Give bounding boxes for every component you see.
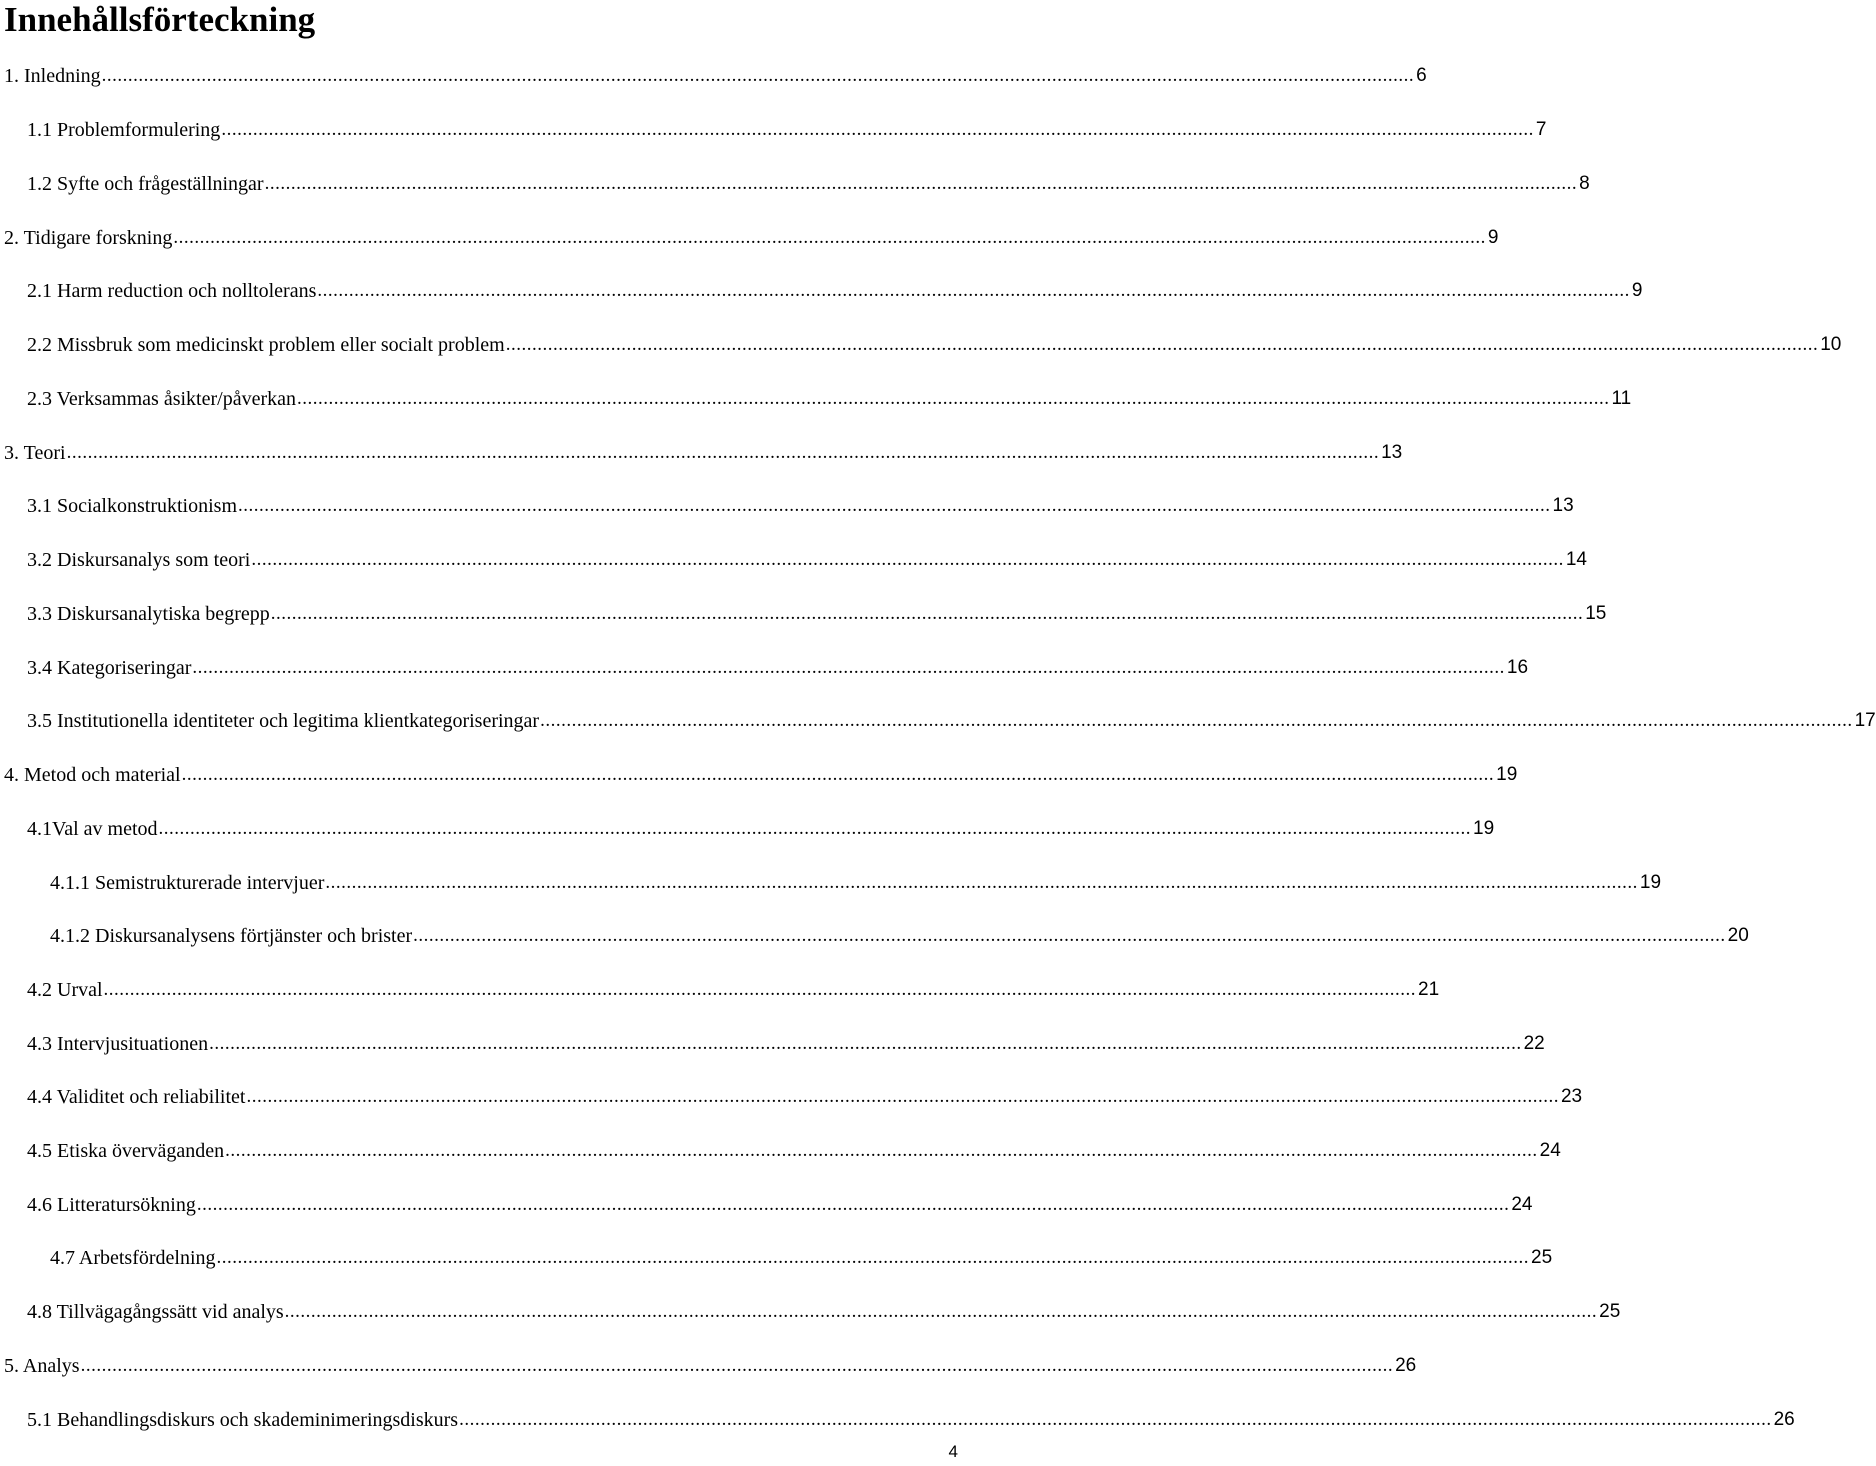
toc-page-number: 24: [1539, 1140, 1561, 1161]
toc-entry[interactable]: [27, 112, 1547, 142]
toc-entry[interactable]: [27, 1133, 1561, 1163]
toc-entry-label: 5. Analys: [4, 1355, 80, 1377]
toc-page-number: 13: [1552, 495, 1574, 516]
toc-entry-label: 4. Metod och material: [4, 764, 181, 786]
toc-page-number: 11: [1611, 388, 1632, 409]
toc-entry[interactable]: [4, 58, 1427, 88]
toc-page-number: 16: [1506, 657, 1529, 678]
toc-dot-leader: ..........................................................................................................................................................................................................................................................: [325, 872, 1638, 893]
toc-entry[interactable]: [27, 650, 1529, 680]
toc-dot-leader: ..........................................................................................................................................................................................................................................................: [101, 65, 1415, 86]
page-number: 4: [948, 1442, 958, 1461]
toc-page-number: 26: [1773, 1409, 1795, 1430]
toc-dot-leader: ..........................................................................................................................................................................................................................................................: [246, 1086, 1559, 1107]
toc-entry-label: 5.1 Behandlingsdiskurs och skademinimeringsdiskurs: [27, 1409, 459, 1431]
toc-entry[interactable]: [27, 488, 1574, 518]
toc-page-number: 9: [1631, 280, 1643, 301]
toc-dot-leader: ..........................................................................................................................................................................................................................................................: [238, 495, 1551, 516]
toc-dot-leader: ..........................................................................................................................................................................................................................................................: [216, 1247, 1530, 1268]
toc-entry[interactable]: [27, 1026, 1545, 1056]
toc-entry-label: 4.5 Etiska överväganden: [27, 1140, 225, 1162]
toc-page-number: 25: [1531, 1247, 1553, 1268]
toc-entry-label: 2.2 Missbruk som medicinskt problem eller socialt problem: [27, 334, 505, 356]
toc-dot-leader: ..........................................................................................................................................................................................................................................................: [103, 979, 1417, 1000]
toc-page-number: 15: [1585, 603, 1607, 624]
toc-entry-label: 2.3 Verksammas åsikter/påverkan: [27, 388, 296, 410]
toc-entry-label: 1.2 Syfte och frågeställningar: [27, 173, 264, 195]
toc-entry-label: 4.8 Tillvägagångssätt vid analys: [27, 1301, 284, 1323]
toc-entry-label: 3.2 Diskursanalys som teori: [27, 549, 251, 571]
toc-entry[interactable]: [4, 757, 1518, 787]
toc-entry[interactable]: [27, 1294, 1621, 1324]
toc-page-number: 6: [1416, 65, 1427, 86]
toc-dot-leader: ..........................................................................................................................................................................................................................................................: [192, 657, 1505, 678]
toc-dot-leader: ..........................................................................................................................................................................................................................................................: [264, 173, 1578, 194]
toc-entry-label: 4.4 Validitet och reliabilitet: [27, 1086, 246, 1108]
toc-page-number: 13: [1381, 442, 1403, 463]
toc-entry-label: 3.4 Kategoriseringar: [27, 657, 192, 679]
toc-entry-label: 4.2 Urval: [27, 979, 103, 1001]
toc-entry[interactable]: [50, 865, 1662, 895]
toc-entry[interactable]: [27, 381, 1632, 411]
toc-page-number: 7: [1535, 119, 1547, 140]
toc-dot-leader: ..........................................................................................................................................................................................................................................................: [317, 280, 1630, 301]
toc-entry[interactable]: [27, 166, 1590, 196]
toc-entry[interactable]: [27, 1402, 1795, 1432]
toc-page-number: 19: [1639, 872, 1662, 893]
toc-entry-label: 4.1.2 Diskursanalysens förtjänster och brister: [50, 925, 413, 947]
toc-entry-label: 3. Teori: [4, 442, 66, 464]
toc-page-number: 19: [1496, 764, 1518, 785]
toc-dot-leader: ..........................................................................................................................................................................................................................................................: [196, 1194, 1510, 1215]
toc-entry[interactable]: [27, 1187, 1533, 1217]
toc-dot-leader: ..........................................................................................................................................................................................................................................................: [505, 334, 1819, 355]
toc-entry-label: 2. Tidigare forskning: [4, 227, 173, 249]
toc-entry-label: 2.1 Harm reduction och nolltolerans: [27, 280, 317, 302]
toc-entry[interactable]: [27, 1079, 1583, 1109]
toc-entry-label: 3.3 Diskursanalytiska begrepp: [27, 603, 270, 625]
toc-dot-leader: ..........................................................................................................................................................................................................................................................: [209, 1033, 1522, 1054]
toc-entry[interactable]: [27, 542, 1587, 572]
toc-dot-leader: ..........................................................................................................................................................................................................................................................: [251, 549, 1564, 570]
toc-entry-label: 4.7 Arbetsfördelning: [50, 1247, 216, 1269]
toc-dot-leader: ..........................................................................................................................................................................................................................................................: [459, 1409, 1772, 1430]
toc-dot-leader: ..........................................................................................................................................................................................................................................................: [540, 710, 1853, 731]
toc-page-number: 19: [1473, 818, 1495, 839]
toc-dot-leader: ..........................................................................................................................................................................................................................................................: [225, 1140, 1538, 1161]
toc-page-number: 20: [1727, 925, 1749, 946]
toc-entry[interactable]: [27, 703, 1876, 733]
toc-entry-label: 1.1 Problemformulering: [27, 119, 221, 141]
toc-page-number: 9: [1487, 227, 1499, 248]
toc-page-number: 25: [1599, 1301, 1621, 1322]
toc-dot-leader: ..........................................................................................................................................................................................................................................................: [181, 764, 1495, 785]
toc-dot-leader: ..........................................................................................................................................................................................................................................................: [270, 603, 1584, 624]
toc-entry[interactable]: [27, 972, 1440, 1002]
toc-entry[interactable]: [4, 1348, 1417, 1378]
toc-entry[interactable]: [50, 918, 1749, 948]
toc-dot-leader: ..........................................................................................................................................................................................................................................................: [173, 227, 1486, 248]
toc-page-number: 23: [1560, 1086, 1583, 1107]
toc-dot-leader: ..........................................................................................................................................................................................................................................................: [66, 442, 1380, 463]
toc-dot-leader: ..........................................................................................................................................................................................................................................................: [158, 818, 1472, 839]
toc-entry-label: 3.1 Socialkonstruktionism: [27, 495, 237, 517]
toc-entry[interactable]: [27, 273, 1643, 303]
toc-dot-leader: ..........................................................................................................................................................................................................................................................: [413, 925, 1726, 946]
toc-page-number: 26: [1395, 1355, 1417, 1376]
toc-page-number: 22: [1523, 1033, 1545, 1054]
toc-dot-leader: ..........................................................................................................................................................................................................................................................: [297, 388, 1610, 409]
toc-dot-leader: ..........................................................................................................................................................................................................................................................: [80, 1355, 1394, 1376]
toc-entry-label: 1. Inledning: [4, 65, 101, 87]
toc-page-number: 10: [1820, 334, 1842, 355]
toc-page-number: 8: [1579, 173, 1590, 194]
toc-entry-label: 4.6 Litteratursökning: [27, 1194, 196, 1216]
toc-entry[interactable]: [27, 327, 1842, 357]
toc-entry[interactable]: [4, 220, 1499, 250]
toc-entry[interactable]: [4, 435, 1403, 465]
toc-entry[interactable]: [50, 1240, 1553, 1270]
toc-entry-label: 4.1Val av metod: [27, 818, 158, 840]
toc-page-number: 14: [1565, 549, 1587, 570]
toc-page-number: 21: [1418, 979, 1440, 1000]
toc-entry[interactable]: [27, 811, 1495, 841]
toc-page-number: 17: [1854, 710, 1876, 731]
toc-dot-leader: ..........................................................................................................................................................................................................................................................: [221, 119, 1534, 140]
toc-entry-label: 3.5 Institutionella identiteter och legitima klientkategoriseringar: [27, 710, 540, 732]
toc-dot-leader: ..........................................................................................................................................................................................................................................................: [284, 1301, 1598, 1322]
toc-entry-label: 4.1.1 Semistrukturerade intervjuer: [50, 872, 325, 894]
toc-heading: Innehållsförteckning: [4, 0, 316, 39]
toc-entry-label: 4.3 Intervjusituationen: [27, 1033, 209, 1055]
toc-page-number: 24: [1511, 1194, 1533, 1215]
toc-entry[interactable]: [27, 596, 1607, 626]
